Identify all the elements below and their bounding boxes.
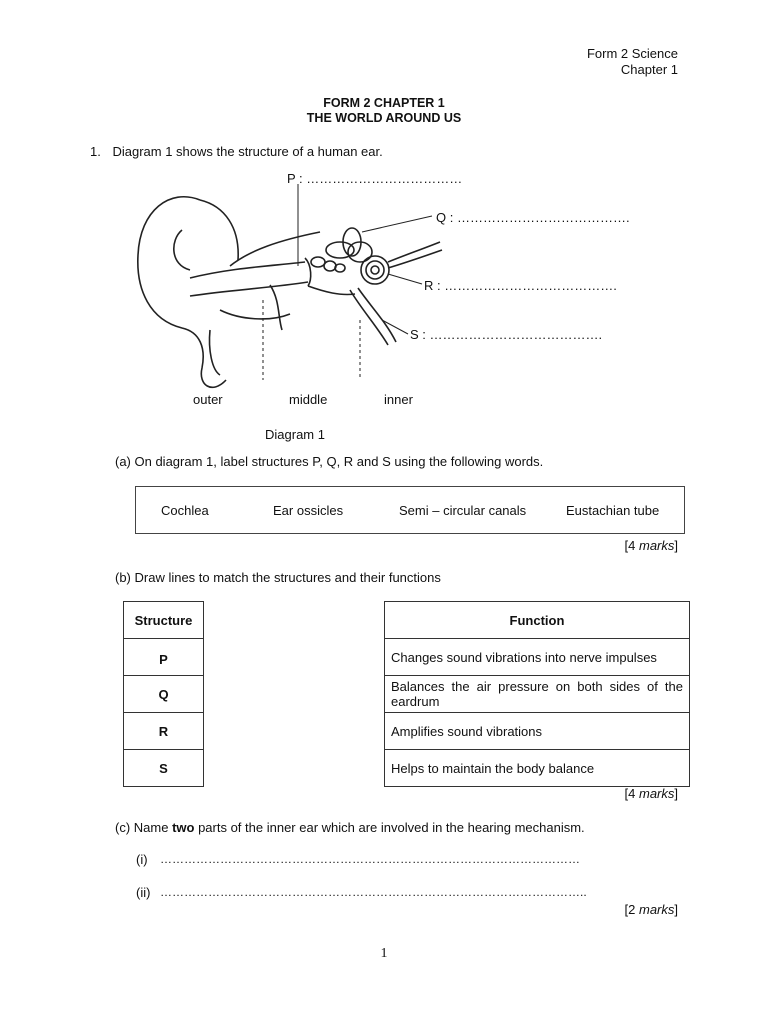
part-b-text: (b) Draw lines to match the structures and their functions <box>115 570 441 585</box>
word-eustachian-tube: Eustachian tube <box>566 503 660 518</box>
eustachian-tube <box>350 290 388 345</box>
function-3: Amplifies sound vibrations <box>385 713 690 750</box>
label-q: Q : …………………………………. <box>436 210 630 225</box>
word-semicircular-canals: Semi – circular canals <box>399 503 527 518</box>
label-middle: middle <box>289 392 328 407</box>
question-1-intro <box>90 144 383 159</box>
label-line-r <box>388 274 422 284</box>
function-4: Helps to maintain the body balance <box>385 750 690 787</box>
pinna-helix <box>174 230 190 270</box>
ear-canal-upper <box>190 262 305 278</box>
function-table <box>384 601 690 787</box>
semicircular-canal-2 <box>326 242 354 258</box>
label-p: P : ……………………………… <box>287 171 463 186</box>
part-b-marks: [4 marks] <box>624 786 678 801</box>
earlobe-fold <box>209 330 220 375</box>
ossicle-malleus <box>311 257 325 267</box>
question-text: Diagram 1 shows the structure of a human ear. <box>112 144 383 159</box>
label-line-q <box>362 216 432 232</box>
pinna-inner-fold <box>200 200 238 260</box>
part-c-item-1-answer-line[interactable]: …………………………………………………………………………………………… <box>160 852 580 866</box>
pinna-outline <box>138 197 226 388</box>
part-c-item-2-answer-line[interactable]: …………………………………………………………………………………………….. <box>160 885 587 899</box>
structure-r: R <box>124 713 204 750</box>
structure-s: S <box>124 750 204 787</box>
label-r: R : …………………………………. <box>424 278 617 293</box>
title-line-1: FORM 2 CHAPTER 1 <box>323 96 445 110</box>
function-1: Changes sound vibrations into nerve impulses <box>385 639 690 676</box>
structure-header: Structure <box>124 602 204 639</box>
header-chapter: Chapter 1 <box>620 62 678 77</box>
ossicle-incus <box>324 261 336 271</box>
part-c-marks: [2 marks] <box>624 902 678 917</box>
page-header <box>587 46 678 78</box>
page-number: 1 <box>380 946 388 961</box>
title-line-2: THE WORLD AROUND US <box>306 111 462 125</box>
word-bank-box <box>135 486 685 534</box>
label-line-s <box>382 320 408 334</box>
diagram-caption: Diagram 1 <box>265 427 325 442</box>
label-s: S : …………………………………. <box>410 327 603 342</box>
semicircular-canal-3 <box>348 242 372 262</box>
part-a-text: (a) On diagram 1, label structures P, Q, R and S using the following words. <box>115 454 544 469</box>
structure-table <box>123 601 204 787</box>
structure-q: Q <box>124 676 204 713</box>
part-c-item-2-label: (ii) <box>136 885 151 900</box>
structure-p: P <box>124 639 204 676</box>
word-ear-ossicles: Ear ossicles <box>273 503 344 518</box>
question-number: 1. <box>90 144 101 159</box>
function-2: Balances the air pressure on both sides of the eardrum <box>385 676 690 713</box>
part-a-marks: [4 marks] <box>624 538 678 553</box>
label-outer: outer <box>193 392 223 407</box>
header-subject: Form 2 Science <box>586 46 678 61</box>
part-c-text: (c) Name two parts of the inner ear which are involved in the hearing mechanism. <box>115 820 585 835</box>
document-title <box>0 96 768 126</box>
function-header: Function <box>385 602 690 639</box>
ear-canal-lower <box>190 282 308 296</box>
label-inner: inner <box>384 392 413 407</box>
part-c-item-1-label: (i) <box>136 852 148 867</box>
ossicle-stapes <box>335 264 345 272</box>
word-cochlea: Cochlea <box>161 503 209 518</box>
